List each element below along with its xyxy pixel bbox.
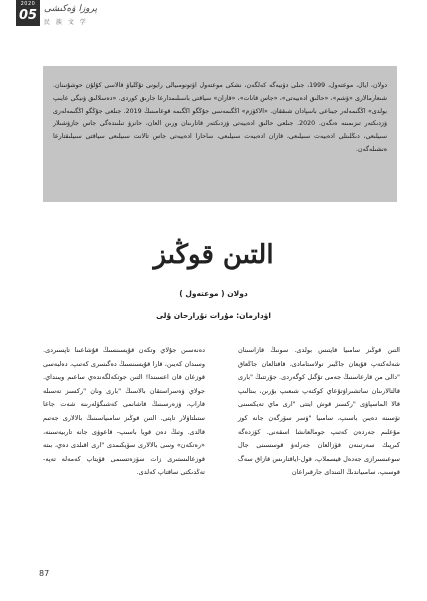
- author-bio-box: [43, 66, 397, 202]
- translator-line: اۋدارمان: مۇرات تۇرارحان ۇلى: [156, 311, 271, 320]
- magazine-subtitle: 民 族 文 学: [44, 19, 88, 26]
- issue-year: 2020: [20, 1, 36, 7]
- magazine-title: پروزا ۋەكىشى: [44, 4, 98, 14]
- magazine-header: [16, 0, 421, 26]
- issue-badge: [16, 0, 40, 26]
- body-paragraph: التىن قوڭىز سامىيا قايتىس بولدى. سونىڭ قازاسىنان شەلەكتەپ قۇيعان جاڭبىر تولاستامادى، قاقتالعان جاڭعاق "دالى من قارعاسنىڭ جەمى تۇگىل كوگەردى. جۇرتتىڭ "بارى قالتالارىنان ساتشىراۋتۇعاي كوكتەپ شىعىپ بۇرىن، بىتالىپ قالا الماسپاۋى "ركسىز قوش ايتتى "ارى ماي تەيكسىنى تۆسىنە دەيىن باسىپ، سامىيا "ۋسر سۆرگەن جانە كوز مۇعلىم جەردەن كەتىپ جومالعانشا اسقەنى. كۆزدەگە كىرپىك سەرتىنەن قۆزالعان جەرلەۋ قوسسىنى جال سوعىسىرازى جەدەل قيسملاپ، قول-اياقتارىس قازاق سەگ قوسىپ، سامىياندىڭ التىندای جارقىراعان: [238, 346, 400, 477]
- body-paragraph: دەنەسىن جۇلاي وتكەن قۇيسىنسىڭ قۇشاعىنا تاپسىردى. وسىدان كەيىن، قارا قۇيسىنسىڭ دەگىسرى كەتىپ، دەلبەسى قوزعان قان اعسىندا! التىن جوتكەلگەندەي ساعىم ويىنداي. جولاي ۋەسراستقان بالاسىڭ "بارى ونان "ركسىز تەسىلە قاراپ، ۋزەرسىنىڭ قاشانمى كەشىگۆلەرىنە شەت جاعا ستىلتاۋلار تاپتى. التىن قوڭىز سامىياسىنىڭ بالالارى جەتىم قالدى. وتىڭ دەن قويا باسىپ- قاعوۋى جانە تاربيەسىنە، «رەتكەن» وسى بالالارى سۆيكىمدى "ارى اقىلدى دەي، بىتە قوزعالىستىرى زات سۆزەتسىمى قۆيتاپ كەمەلە تەپە-تەڭدىكتى ساقتاپ كەلدى.: [43, 346, 205, 477]
- author-bio-text: دولان، ايال، موعتەول، 1999، جىلى دۆنيەگە كەلگەن، نشكى موعتەول اۆتونومىيالى رايونى تۇڭلياۋ قالاسى كۇلۇن حوشۇنىنان. شىعارمالارى «ۆشم»، «حالىق ادەبيەتى»، «جاس قانات»، «قازان» سياقتى باسىلىمدارعا جارىق كوردى. «دەسلالىق ۋنيگى عايىپ بولدى» اڭگىمەلەر جيناعى باسپادان شىققان. «الاكۆزم» اڭگىمەسى جۇڭگو اڭگىمە قوعامىنىڭ 2019. جىلعى جۇڭگو اڭگىمەلەرى ۋزدىكتەر تىزىمىنە ەنگەن. 2020. جىلعى حالىق ادەبيەتى ۋزدىكتەر قاتارىنان ورىن العان، حانزۋ تىلىندەگى جاس جازۋشىلار سىيلىعى، دىڭلىنلى ادەبيەت سىيلىعى، قازان ادەبيەت سىيلىعى، ساحارا ادەبيەتى جاس تالانت سىيلىعى سياقتى سىيلىقتارعا ەنشىلەگەن.: [53, 82, 388, 153]
- article-title: التىن قوڭىز: [153, 240, 274, 270]
- page-number: 87: [39, 569, 50, 578]
- author-line: دولان ( موعتەول ): [179, 289, 248, 298]
- body-column-left: [43, 344, 205, 480]
- body-column-right: [238, 344, 400, 480]
- issue-number: 05: [18, 8, 38, 23]
